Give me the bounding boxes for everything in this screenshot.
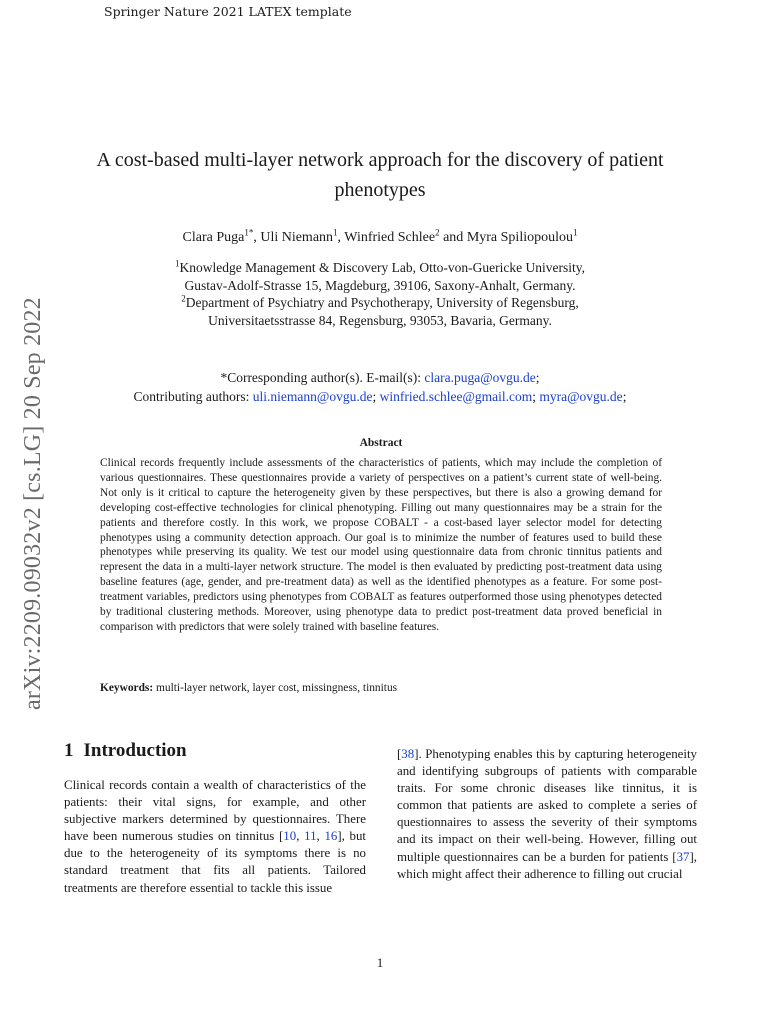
intro-text: ], which might affect their adherence to filling out crucial bbox=[397, 849, 697, 881]
author-affil-mark: 1* bbox=[244, 227, 254, 238]
author-name: Clara Puga bbox=[182, 230, 245, 245]
arxiv-stamp bbox=[20, 190, 50, 710]
page-number: 1 bbox=[376, 955, 384, 970]
citation-link[interactable]: 11 bbox=[304, 829, 317, 844]
keywords-list: multi-layer network, layer cost, missingness, tinnitus bbox=[156, 682, 398, 694]
contributing-line: Contributing authors: uli.niemann@ovgu.de; winfried.schlee@gmail.com; myra@ovgu.de; bbox=[133, 389, 627, 404]
author-name: Myra Spiliopoulou bbox=[466, 230, 573, 245]
intro-text: Clinical records contain a wealth of characteristics of the patients: their vital signs, for example, and other subjective markers determined by questionnaires. There have been numerous studies on tinnitus [ bbox=[64, 778, 366, 844]
contributing-label: Contributing authors: bbox=[133, 389, 250, 404]
intro-text: ]. Phenotyping enables this by capturing heterogeneity and identifying subgroups of patients with comparable traits. For some chronic diseases like tinnitus, it is common that patients are asked to complete a series of questionnaires to assess the severity of their symptoms and its impact on their well-being. However, filling out multiple questionnaires can be a burden for patients [ bbox=[397, 747, 697, 864]
affil-mark: 1 bbox=[174, 258, 180, 269]
affiliation-1-line1 bbox=[60, 259, 700, 277]
affil-text: Department of Psychiatry and Psychotherapy, University of Regensburg, bbox=[185, 295, 579, 310]
corresponding-email-link[interactable]: clara.puga@ovgu.de bbox=[424, 370, 536, 385]
corresponding-block bbox=[60, 368, 700, 406]
section-heading bbox=[64, 740, 187, 762]
citation-link[interactable]: 16 bbox=[324, 829, 338, 844]
intro-column-left: Clinical records contain a wealth of characteristics of the patients: their vital signs, for example, and other subjective markers determined by questionnaires. There have been numerous studies on tinnitus [10, 11, 16], but due to the heterogeneity of its symptoms there is no standard treatment that fits all patients. Tailored treatments are therefore essential to tackle this issue bbox=[64, 778, 367, 895]
author-list: Clara Puga$^{1*}$, Uli Niemann$^1$, Winfried Schlee$^2$ and Myra Spiliopoulou$^1$ bbox=[182, 227, 578, 245]
affiliation-1-line2: Gustav-Adolf-Strasse 15, Magdeburg, 39106, Saxony-Anhalt, Germany. bbox=[184, 277, 576, 293]
affiliations bbox=[60, 259, 700, 329]
contributor-email-link[interactable]: winfried.schlee@gmail.com bbox=[379, 389, 533, 404]
citation-link[interactable]: 10 bbox=[283, 829, 297, 844]
contributor-email-link[interactable]: uli.niemann@ovgu.de bbox=[252, 389, 373, 404]
running-header bbox=[104, 4, 352, 19]
corresponding-label: *Corresponding author(s). E-mail(s): bbox=[220, 370, 422, 385]
header-text: Springer Nature 2021 LATEX template bbox=[104, 4, 352, 19]
affiliation-2-line1 bbox=[60, 294, 700, 312]
arxiv-id: arXiv:2209.09032v2 [cs.LG] 20 Sep 2022 bbox=[20, 297, 46, 710]
affiliation-2-line2: Universitaetsstrasse 84, Regensburg, 93053, Bavaria, Germany. bbox=[208, 312, 552, 328]
citation-link[interactable]: 37 bbox=[676, 849, 690, 864]
author-name: Uli Niemann bbox=[260, 230, 334, 245]
abstract-text: Clinical records frequently include assessments of the characteristics of patients, which may include the completion of various questionnaires. These questionnaires provide a variety of perspectives on a patient’s current state of well-being. Not only is it critical to capture the heterogeneity given by these perspectives, but there is also a growing demand for developing cost-effective technologies for clinical phenotyping. Filling out many questionnaires may be a strain for the patients and therefore costly. In this work, we propose COBALT - a cost-based layer selector model for detecting phenotypes using a community detection approach. Our goal is to minimize the number of features used to build these phenotypes while preserving its quality. We test our model using questionnaire data from chronic tinnitus patients and represent the data in a multi-layer network structure. The model is then evaluated by predicting post-treatment data using baseline features (age, gender, and pre-treatment data) as well as the identified phenotypes as a feature. For some post-treatment variables, predictors using phenotypes from COBALT as features outperformed those using phenotypes detected by traditional clustering methods. Moreover, using phenotype data to predict post-treatment data proved beneficial in comparison with predictors that were solely trained with baseline features. bbox=[100, 457, 662, 633]
corresponding-line: *Corresponding author(s). E-mail(s): clara.puga@ovgu.de; bbox=[220, 370, 540, 385]
affil-mark: 2 bbox=[181, 293, 186, 304]
intro-text: ], but due to the heterogeneity of its symptoms there is no standard treatment that fits all patients. Tailored treatments are therefore essential to tackle this issue bbox=[64, 829, 367, 895]
author-affil-mark: 1 bbox=[572, 227, 578, 238]
intro-column-right: [38]. Phenotyping enables this by capturing heterogeneity and identifying subgroups of patients with comparable traits. For some chronic diseases like tinnitus, it is common that patients are asked to complete a series of questionnaires to assess the severity of their symptoms and its impact on their well-being. However, filling out multiple questionnaires can be a burden for patients [37], which might affect their adherence to filling out crucial bbox=[397, 747, 697, 881]
section-number: 1 bbox=[64, 740, 74, 761]
paper-title: A cost-based multi-layer network approach for the discovery of patient phenotypes bbox=[96, 149, 664, 201]
abstract-heading: Abstract bbox=[359, 437, 403, 449]
section-title: Introduction bbox=[83, 740, 187, 761]
affil-text: Knowledge Management & Discovery Lab, Otto-von-Guericke University, bbox=[179, 260, 585, 275]
author-name: Winfried Schlee bbox=[344, 230, 436, 245]
contributor-email-link[interactable]: myra@ovgu.de bbox=[539, 389, 623, 404]
author-affil-mark: 1 bbox=[333, 227, 338, 238]
keywords bbox=[100, 682, 662, 694]
author-affil-mark: 2 bbox=[435, 227, 440, 238]
keywords-label: Keywords: bbox=[100, 682, 154, 694]
citation-link[interactable]: 38 bbox=[401, 747, 415, 761]
